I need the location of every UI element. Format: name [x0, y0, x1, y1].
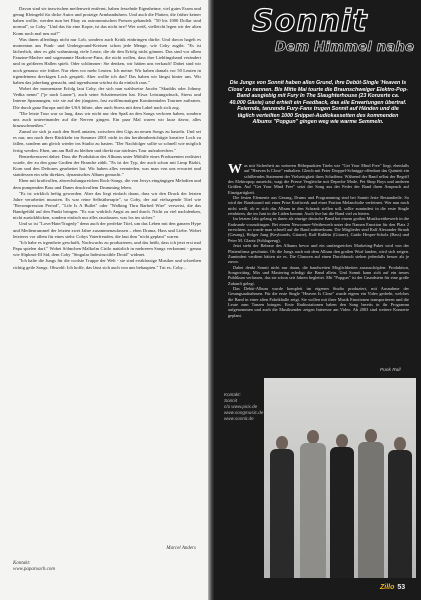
drop-cap: W [228, 162, 242, 177]
person-head [307, 430, 319, 444]
contact-line[interactable]: c/o www.pirix.de [224, 404, 258, 409]
band-member [386, 430, 414, 578]
band-photo [264, 378, 416, 578]
person-head [336, 434, 348, 448]
contact-line[interactable]: www.songmusic.de [224, 410, 264, 415]
contact-url[interactable]: www.paparoach.com [13, 567, 55, 573]
left-paragraph: Zumal sie sich ja auch den Streß antaten, zwischen den Gigs an neuen Songs zu basteln. Und sei es nur, um nach ihrer Rückkehr im Sommer 2001 nicht in das berühmtberüchtigte kreative Loch zu fallen, sondern um gleich wieder ins Studio zu hasten. "Der Nachfolger sollte so schnell wie möglich fertig werden. Eben, um am Ball zu bleiben und direkt nur nächstes Tour aufzubrechen." [13, 129, 201, 153]
article-subtitle: Dem Himmel nahe [274, 39, 414, 55]
right-paragraph: Im letzten Jahr gelang es ihnen als einzige deutsche Band bei einem großen Musikwettbewerb in die Endrunde vorzudringen. Bei einem Newcomer-Wettbewerb unter den Namen Emotion für den Platz 2 erreichten, so wurde man schnell auf die Band aufmerksam. Die Mitglieder sind Ralf Alexander Straub (Gesang), Holger Jung (Keyboards, Gitarre), Ralf Raßlein (Gitarre), Guido Hesper-Scholz (Bass) und Peter M. Glantz (Schlagzeug). [228, 216, 409, 243]
contact-line[interactable]: www.sonnit.de [224, 416, 254, 421]
person-torso [388, 450, 412, 578]
author-signature: Marcel Anders [166, 546, 196, 551]
left-paragraph: "Ich habe es irgendwie geschafft, Nachwuchs zu produzieren, und das heißt, dass ich jetzt erst mal Papa spielen darf." Wobei Söhnchen Malkolm Cirilo natürlich in mehreren Songs verkommt - genau wie Slipknot-Ill Sid, dem Coby "Singular Indestructible Droid" widmet. [13, 239, 201, 258]
person-head [394, 437, 406, 451]
right-paragraph: Dabei denkt Sonnit nicht nur daran, die bandweiten Möglichkeiten auszuschöpfen: Produktion, Songwriting, Mix und Mastering erledigt die Band allein. Und Sonnit kann sich auf ein treues Publikum verlassen, das sie schon seit Jahren begleitet. Mit "Popgun" ist der Grundstein für eine große Zukunft gelegt. [228, 264, 409, 286]
left-paragraph: Bemerkenswert dabei: Dass die Produktion des Albums unter Mithilfe eines Produzenten realisiert wurde, der zu den ganz Großen der Branche zählt. "Es ist der Typ, der auch schon mit Limp Bizkit, Korn und den Deftones gearbeitet hat. Wir haben alles vermieden, was man von uns erwartet und stattdessen ein sehr direktes, dynamisches Album gemacht." [13, 153, 201, 178]
magazine-logo: Zillo [380, 584, 395, 591]
contact-label: Kontakt: [224, 392, 241, 397]
right-paragraph-text: as mit Sicherheit an weiteren Höhepunkten Titeln wie "Get Your Mind Free" liegt, ebenfalls auf "Heaven Is Close" enthalten. Gleich mit Peter Droppel-Schnigge offenbart das Quintett ein schillerndes Statement der Vielseitigkeit ihres Schaffens: Während der Band selbst der Begriff des Elektropop ausreicht, wagt die Presse Vergleiche mit Depeche Mode, Pet Shop Boys und anderen Größen. Auf "Get Your Mind Free" setzt der Song aus der Feder der Band ihren Anspruch auf Einzigartigkeit. [228, 163, 409, 195]
right-page [214, 0, 421, 600]
left-page [0, 0, 208, 600]
person-head [365, 429, 377, 443]
band-member [356, 426, 386, 578]
person-head [276, 436, 288, 450]
page-number: 53 [397, 584, 406, 591]
person-torso [330, 447, 354, 578]
left-paragraph: Eben mit kraftvollen, abwechslungsreichen Rock-Songs, die von Jerrys eingängigen Melodien und dem pumpenden Bass und Danes druckvollem Drumming leben. [13, 178, 201, 190]
person-torso [300, 443, 326, 578]
right-article-body [228, 163, 409, 318]
left-paragraph: "Es ist wirklich heftig geworden. Aber das liegt einfach daran, dass wir den Druck der letzten Jahre verarbeitet mussten. Es war reine Selbsttherapie", so Coby, der auf vielsagende Titel wie "Recompression Period", "Life Is A Bullet" oder "Walking Thru Barbed Wire" verweist, die das Bandgefühl auf den Punkt bringen. "Es war wirklich Angst zu und durch. Nicht zu viel nachdenken, nicht zurückblicken, sondern einfach nur alles rauslassen, was los ins sicher." [13, 190, 201, 221]
band-member [268, 428, 296, 578]
left-paragraph: Davon sind sie inzwischen meilenweit entfernt, haben fesselnde Eigenheime, viel gutes Essen und genug Kleingeld für dicke Autos und protzige Armbanduhren. Und auch die Platten, die früher keiner haben wollte, werden nun bei Ebay zu astronomischen Preisen gehandelt. "50 bis 1000 Dollar sind normal", so Coby. "Und das für eine Kopie, ist das nicht irre? Wer weiß, vielleicht legen wir der alten Kram noch mal neu auf!" [13, 6, 201, 36]
band-member [298, 426, 328, 578]
right-paragraph-first [228, 163, 409, 195]
left-paragraph: "Ich halte die Jungs für die coolste Truppe der Welt - sie sind erstklassige Musiker und schreiben richtig geile Songs. Obwohl: Ich hoffe, das lässt sich auch von uns behaupten." Tut es, Coby... [13, 258, 201, 270]
contact-line: Sonnit [224, 398, 238, 403]
left-paragraph: Wobei der momentane Erfolg laut Coby, der sich nun wahlweise Jacobs "Skuddis oder Johnny Vedka nennt" ("je nach Laune"), auch seine Schattenseiten hat. Etwa Leistungsdruck, Stress und Interne Spannungen, wie sie auf der jüngsten, fast zwölfmonatigen Kontinentalen Tournee auftraten. Die durch ganz Europa und die USA führte, aber auch Stress mit dem Label nach sich zog. [13, 86, 201, 110]
photo-credit: Punk Rall [380, 368, 401, 373]
contact-label: Kontakt: [13, 561, 31, 566]
left-article-body [13, 6, 201, 271]
left-paragraph: Was ihnen allerdings nicht nur Lob, sondern auch Kritik einbringen dürfte. Und davon hagelt es momentan aus Punk- und Underground-Kreisen schon jede Menge, wie Coby zugibt. "Es ist lächerlich, aber es gibt wahnsinnig viele Leute, die dir den Erfolg nicht gönnen. Das sind vor allem Fanzine-Macher und sogenannte Hardcore-Fans, die nicht wollen, dass ihre Lieblingsband verändert und in größeren Hallen spielt. Oder schlimmer: Sie denken, wir hätten uns verkauft! Dabei sind wir noch genauso wie früher. Nur eben vor mehr Leuten. Ich meine: Wir haben damals vor 50 Leuten in irgendeinem dreckigen Loch gespielt. Aber wollte ich das? Das haben wir längst hinter uns. Wir haben das jahrelang gemacht, und irgendwann wächst du da einfach raus." [13, 36, 201, 85]
left-paragraph: "Die letzte Tour war so lang, dass wir nicht nur den Spaß an den Songs verloren haben, sondern uns auch untereinander auf die Nerven gingen. Ein paar Mal waren wir kurz davor, alles hinzuschmeißen." [13, 110, 201, 128]
right-paragraph: Die festen Elemente aus Gesang, Drums und Programming sind bei Sonnit feste Bestandteile. So wird der Bandsound mit einer Prise Kraftwerk und einer Portion Melancholie verfeinert. Wer nun noch nicht weiß, ob er sich das Album in den Schrank stellen soll, sollte zumindest in die erste Single reinhören, die im Juni in die Läden kommt. Auch live hat die Band viel zu bieten. [228, 195, 409, 217]
person-torso [358, 442, 384, 578]
left-contact [13, 561, 55, 573]
right-paragraph: Jetzt steht der Release des Albums bevor und ein umfangreiches Marketing-Paket wird von der Plattenfirma geschnürt. Ob die Jungs auch mit dem Album den großen Wurf landen, wird sich zeigen. Zumindest verdient hätten sie es. Die Chancen auf einen Durchbruch stehen jedenfalls besser als je zuvor. [228, 243, 409, 265]
page-footer [380, 584, 405, 591]
article-title: Sonnit [252, 4, 368, 39]
person-torso [270, 449, 294, 578]
article-intro: Die Jungs von Sonnit haben allen Grund, ihre Debüt-Single 'Heaven Is Close' zu nennen. Bis Mitte Mai tourte die Braunschweiger Elektro-Pop-Band ausgiebig mit Fury In The Slaughterhouse (23 Konzerte ca. 40.000 Gäste) und erhielt ein Feedback, das alle Erwartungen übertraf. Feiernde, tanzende Fury-Fans trugen Sonnit auf Händen und die täglich verteilten 1000 Snippet-Audiokassetten des kommenden Albums "Popgun" gingen weg wie warme Semmeln. [228, 80, 408, 126]
band-member [328, 428, 356, 578]
left-paragraph: Und so ist "Love/Hate/Tragedy" denn auch der perfekte Titel, um das Leben mit den ganzen Hype und Medienrummel der letzten zwei Jahre zusammenzufassen – eben Drama, Hass und Liebe. Wobei letzteres vor allem für eines steht: Cobys Vaterfreuden, die laut ihm "nicht geplant" waren. [13, 221, 201, 239]
right-contact [224, 392, 264, 422]
right-paragraph: Das Debüt-Album wurde komplett im eigenen Studio produziert, mit Ausnahme der Gesangsaufnahmen. Für die erste Single "Heaven Is Close" wurde eigens ein Video gedreht, welches die Band in einer alten Fabrikhalle zeigt. Sie wollen mit ihrer Musik Emotionen transportieren und die Leute zum Tanzen bringen. Erste Radiostationen haben den Song bereits in ihr Programm aufgenommen und auch die Musiksender zeigen Interesse am Video. Ab 2003 sind weitere Konzerte geplant. [228, 285, 409, 318]
